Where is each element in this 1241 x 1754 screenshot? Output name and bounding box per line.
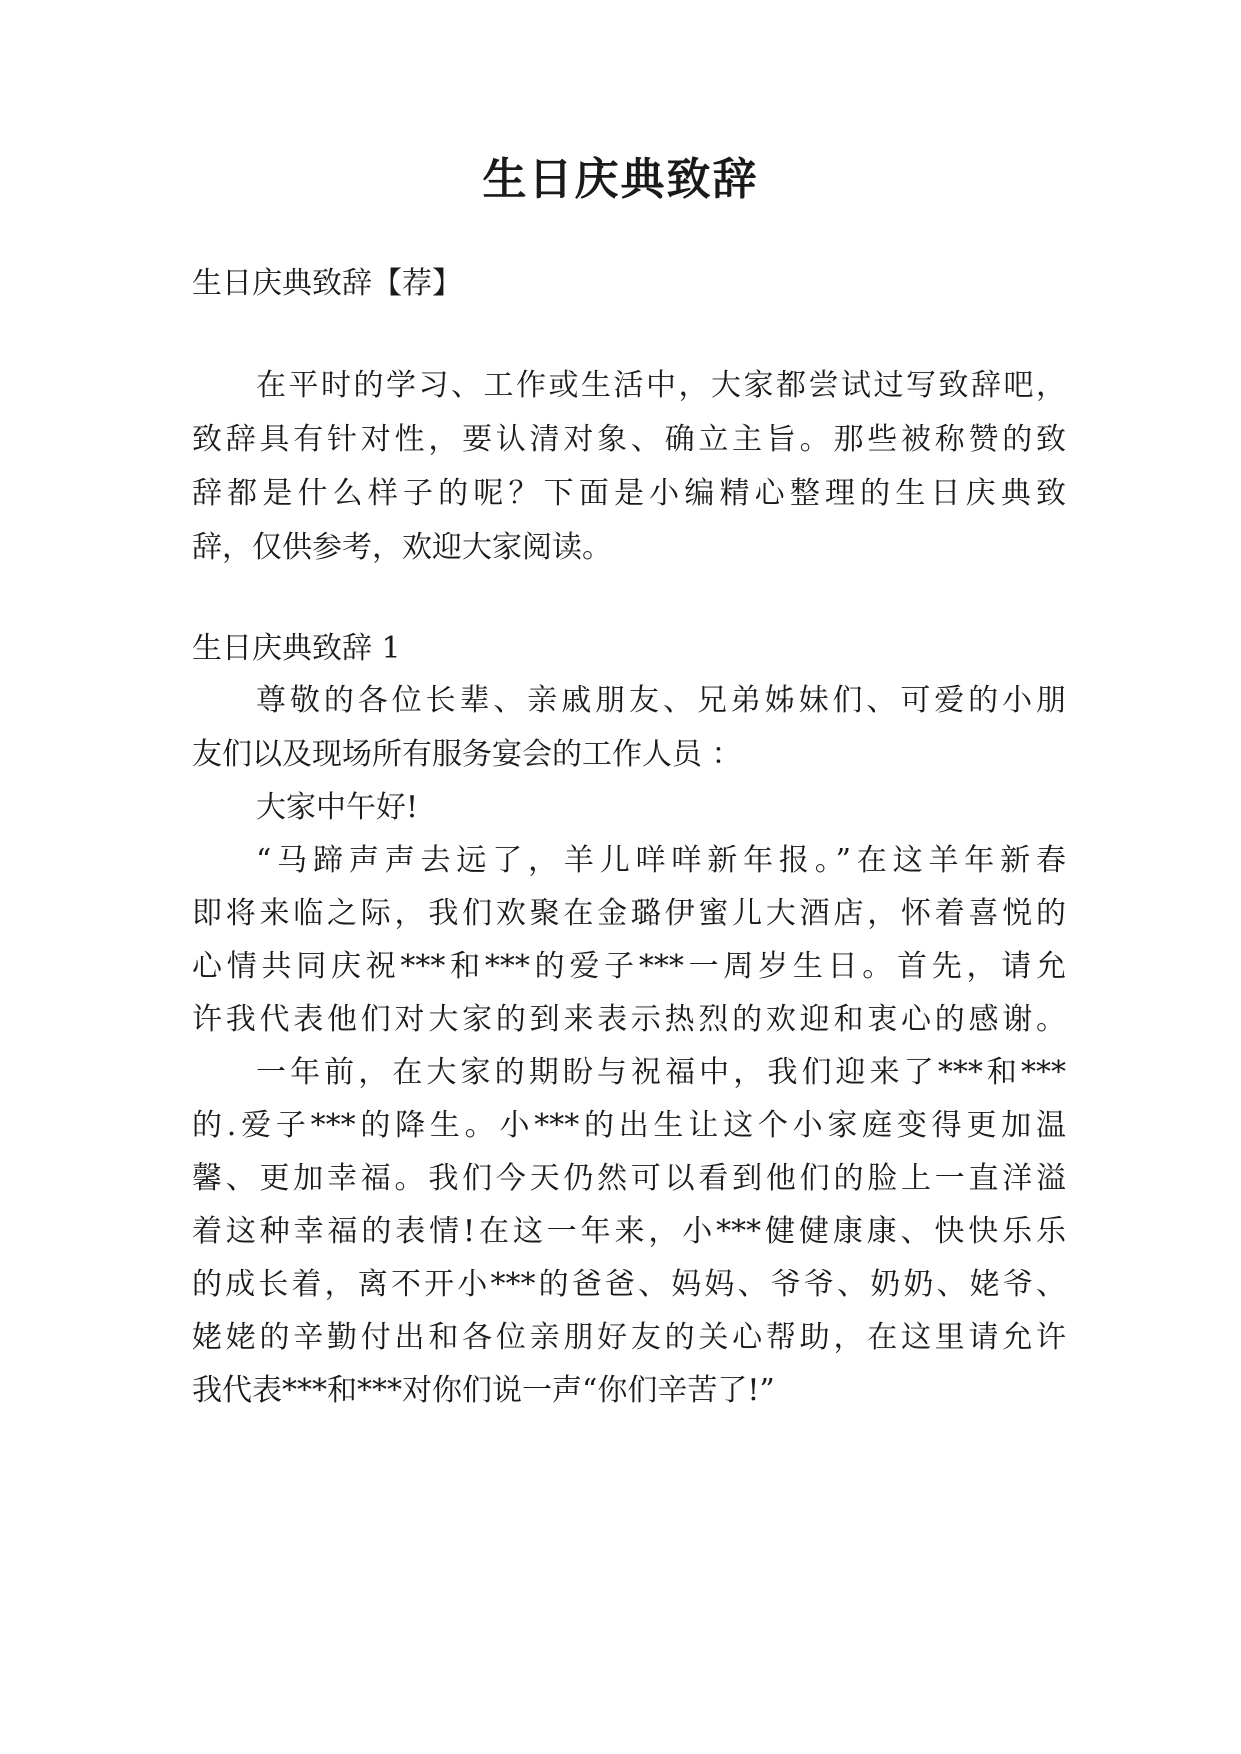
body-line: 的.爱子***的降生。小***的出生让这个小家庭变得更加温 [192,1108,1066,1143]
body-line: 着这种幸福的表情!在这一年来，小***健健康康、快快乐乐 [192,1214,1066,1249]
body-line: 的成长着，离不开小***的爸爸、妈妈、爷爷、奶奶、姥爷、 [192,1267,1066,1302]
intro-line: 辞都是什么样子的呢？下面是小编精心整理的生日庆典致 [192,476,1066,511]
intro-line: 致辞具有针对性，要认清对象、确立主旨。那些被称赞的致 [192,422,1066,457]
document-title: 生日庆典致辞 [482,154,759,205]
body-line: 大家中午好! [256,790,419,825]
intro-line: 辞，仅供参考，欢迎大家阅读。 [192,530,612,565]
intro-line: 在平时的学习、工作或生活中，大家都尝试过写致辞吧， [256,368,1066,403]
body-line: 我代表***和***对你们说一声“你们辛苦了!” [192,1373,775,1408]
body-line: 心情共同庆祝***和***的爱子***一周岁生日。首先，请允 [192,949,1066,984]
body-line: 尊敬的各位长辈、亲戚朋友、兄弟姊妹们、可爱的小朋 [256,683,1066,718]
body-line: 一年前，在大家的期盼与祝福中，我们迎来了***和*** [256,1055,1066,1090]
body-line: 许我代表他们对大家的到来表示热烈的欢迎和衷心的感谢。 [192,1002,1066,1037]
body-line: 即将来临之际，我们欢聚在金璐伊蜜儿大酒店，怀着喜悦的 [192,896,1066,931]
document-subtitle: 生日庆典致辞【荐】 [192,266,462,301]
body-line: 姥姥的辛勤付出和各位亲朋好友的关心帮助，在这里请允许 [192,1320,1066,1355]
section-heading: 生日庆典致辞 1 [192,631,401,666]
body-line: 馨、更加幸福。我们今天仍然可以看到他们的脸上一直洋溢 [192,1161,1066,1196]
body-line: 友们以及现场所有服务宴会的工作人员 ： [192,737,742,772]
body-line: “马蹄声声去远了，羊儿咩咩新年报。”在这羊年新春 [256,843,1066,878]
